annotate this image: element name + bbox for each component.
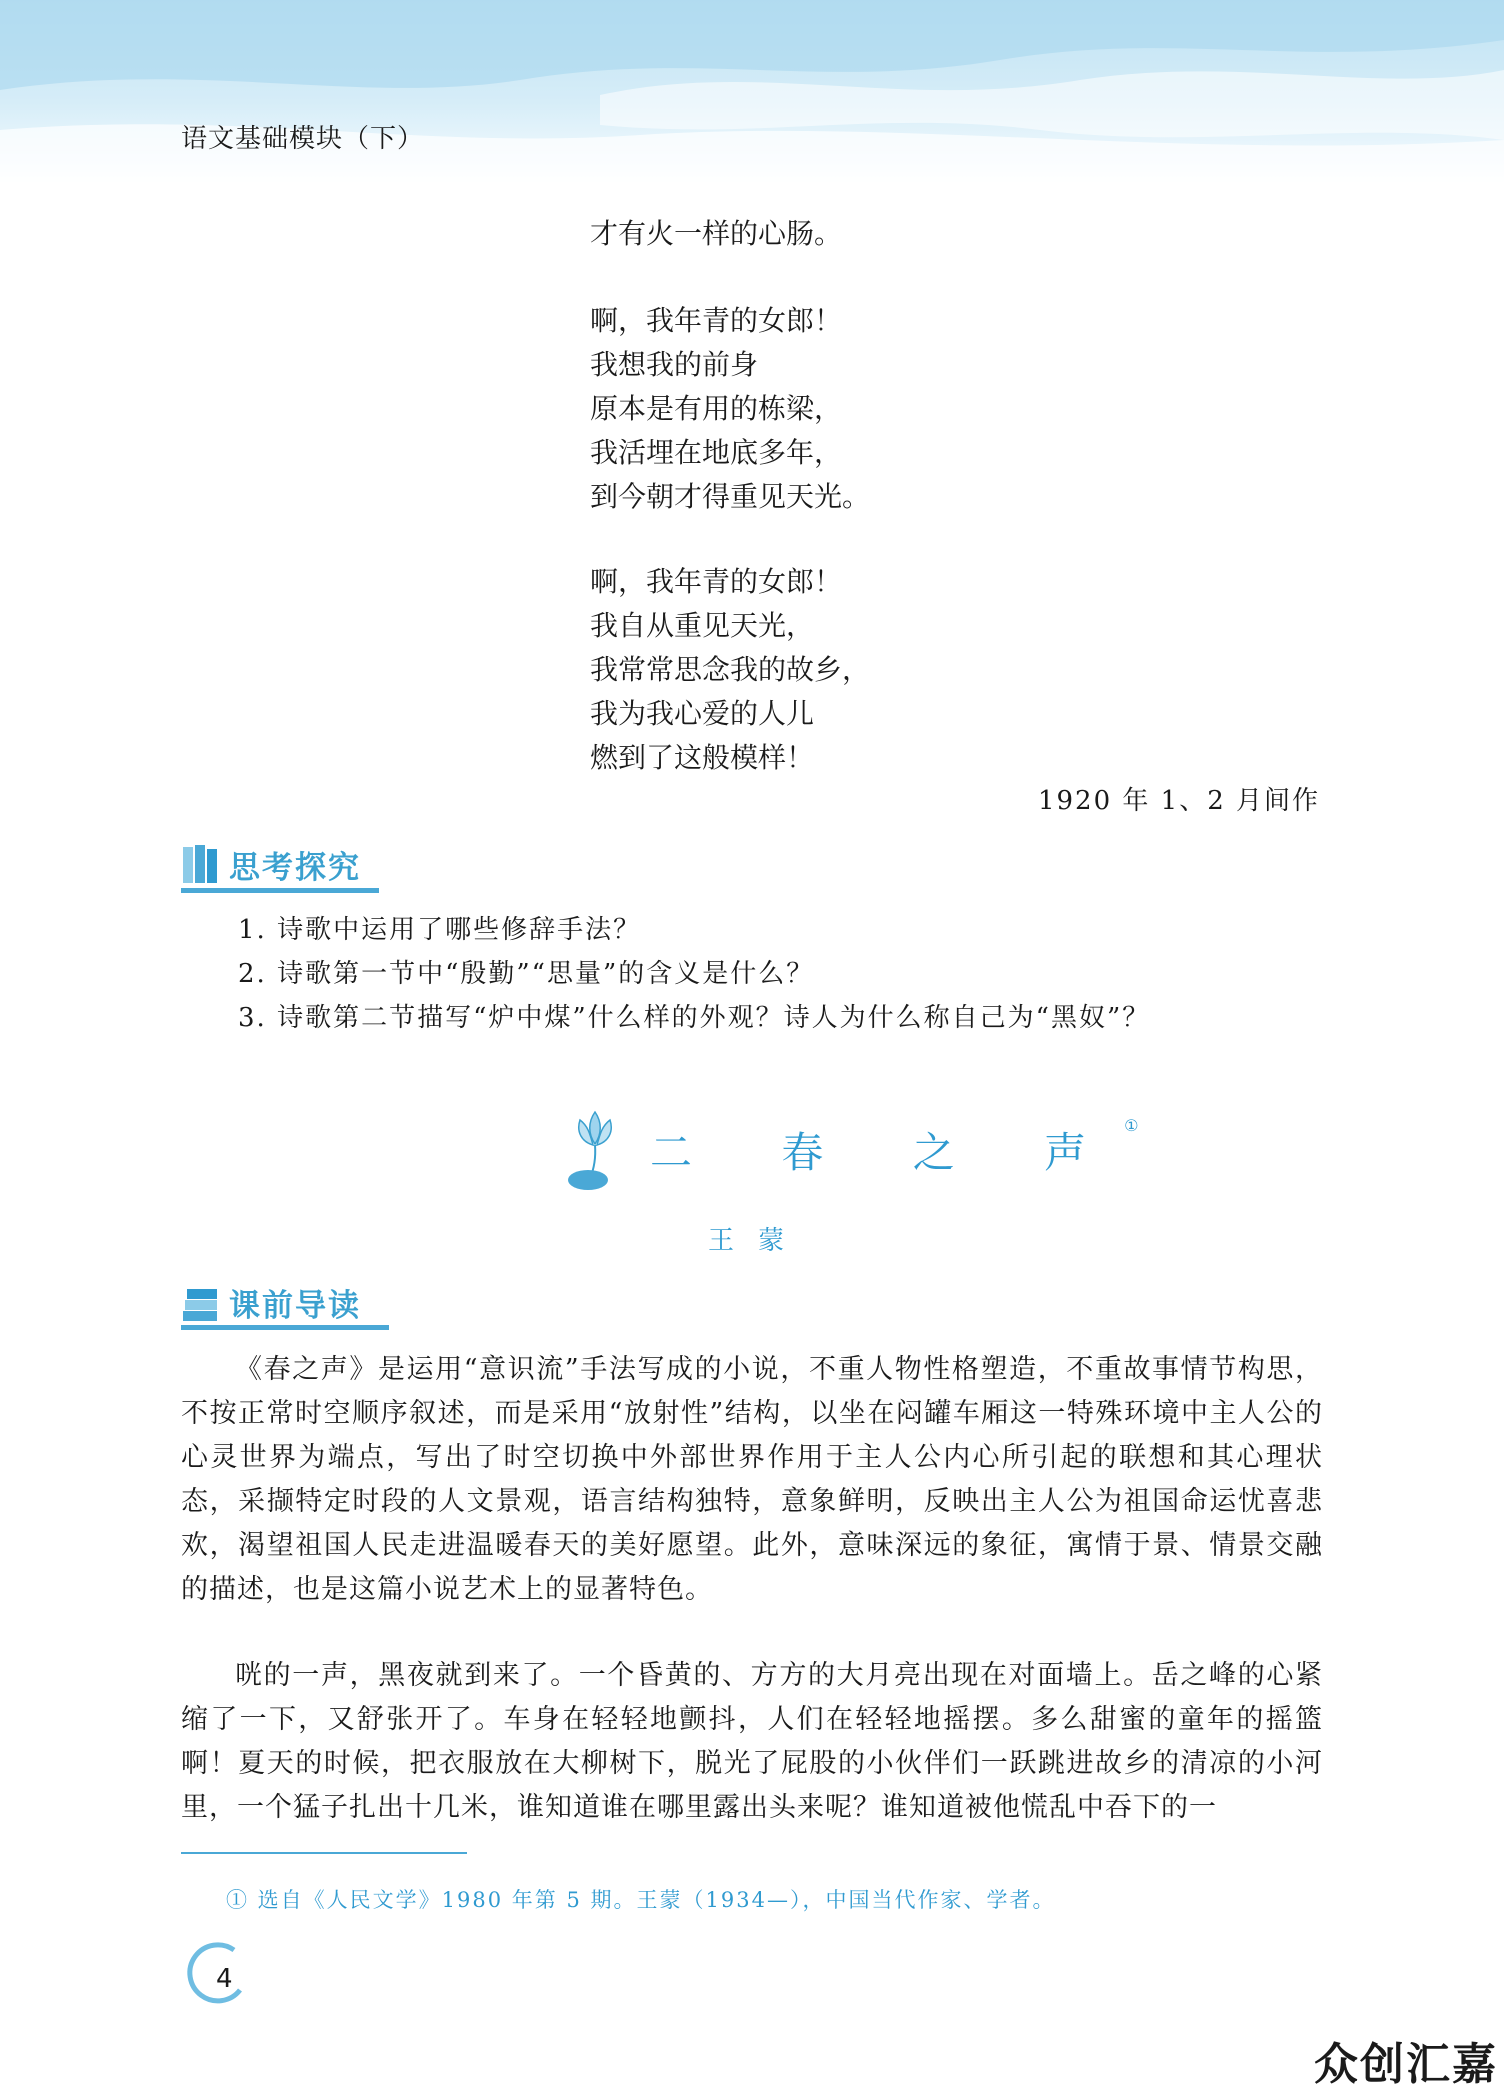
question-item: 1. 诗歌中运用了哪些修辞手法？ <box>238 915 642 945</box>
think-section-title: 思考探究 <box>229 850 361 886</box>
poem-line: 原本是有用的栋梁， <box>590 392 843 425</box>
page-number-badge <box>182 1940 252 2010</box>
poem-line: 才有火一样的心肠。 <box>590 217 843 250</box>
watermark: 众创汇嘉 <box>1314 2039 1498 2090</box>
question-item: 2. 诗歌第一节中“殷勤”“思量”的含义是什么？ <box>238 959 815 989</box>
lesson-title <box>650 1116 1139 1180</box>
poem-line: 我自从重见天光， <box>590 609 815 642</box>
footnote-rule <box>181 1852 467 1854</box>
poem-line: 我活埋在地底多年， <box>590 436 843 469</box>
footnote-mark: ① <box>1124 1116 1139 1135</box>
page-number: 4 <box>216 1964 233 1994</box>
question-list <box>238 908 1150 1040</box>
poem-line: 啊，我年青的女郎！ <box>590 565 843 598</box>
question-item: 3. 诗歌第二节描写“炉中煤”什么样的外观？诗人为什么称自己为“黑奴”？ <box>238 1003 1151 1033</box>
poem-stanza-b <box>590 560 870 780</box>
poem-line: 到今朝才得重见天光。 <box>590 480 871 513</box>
book-icon <box>181 843 221 887</box>
poem-line: 我为我心爱的人儿 <box>590 697 815 730</box>
poem-line: 我常常思念我的故乡， <box>590 653 871 686</box>
preview-section-heading <box>181 1280 361 1325</box>
think-section-heading <box>181 842 361 887</box>
sky-wave-decoration <box>0 0 1504 186</box>
body-paragraph: 咣的一声，黑夜就到来了。一个昏黄的、方方的大月亮出现在对面墙上。岳之峰的心紧缩了一下，又舒张开了。车身在轻轻地颤抖，人们在轻轻地摇摆。多么甜蜜的童年的摇篮啊！夏天的时候，把衣服放在大柳树下，脱光了屁股的小伙伴们一跃跳进故乡的清凉的小河里，一个猛子扎出十几米，谁知道谁在哪里露出头来呢？谁知道被他慌乱中吞下的一 <box>181 1660 1323 1823</box>
page-header <box>0 0 1504 186</box>
preview-paragraph: 《春之声》是运用“意识流”手法写成的小说，不重人物性格塑造，不重故事情节构思，不按正常时空顺序叙述，而是采用“放射性”结构，以坐在闷罐车厢这一特殊环境中主人公的心灵世界为端点，写出了时空切换中外部世界作用于主人公内心所引起的联想和其心理状态，采撷特定时段的人文景观，语言结构独特，意象鲜明，反映出主人公为祖国命运忧喜悲欢，渴望祖国人民走进温暖春天的美好愿望。此外，意味深远的象征，寓情于景、情景交融的描述，也是这篇小说艺术上的显著特色。 <box>181 1354 1323 1605</box>
poem-stanza-a <box>590 299 870 519</box>
poem-date: 1920 年 1、2 月间作 <box>1037 786 1320 816</box>
book-title: 语文基础模块（下） <box>181 124 425 154</box>
lesson-author: 王蒙 <box>708 1226 809 1256</box>
poem-line: 燃到了这般模样！ <box>590 741 815 774</box>
poem-line: 我想我的前身 <box>590 348 759 381</box>
poem-top <box>590 212 842 256</box>
section-underline <box>181 888 379 893</box>
poem-line: 啊，我年青的女郎！ <box>590 304 843 337</box>
section-underline <box>181 1325 389 1330</box>
lesson-title-text: 二 春 之 声 <box>650 1128 1125 1177</box>
books-stack-icon <box>181 1281 221 1325</box>
lotus-icon <box>560 1104 630 1194</box>
footnote: ① 选自《人民文学》1980 年第 5 期。王蒙（1934—），中国当代作家、学者。 <box>226 1888 1056 1912</box>
preview-section-title: 课前导读 <box>229 1288 361 1324</box>
